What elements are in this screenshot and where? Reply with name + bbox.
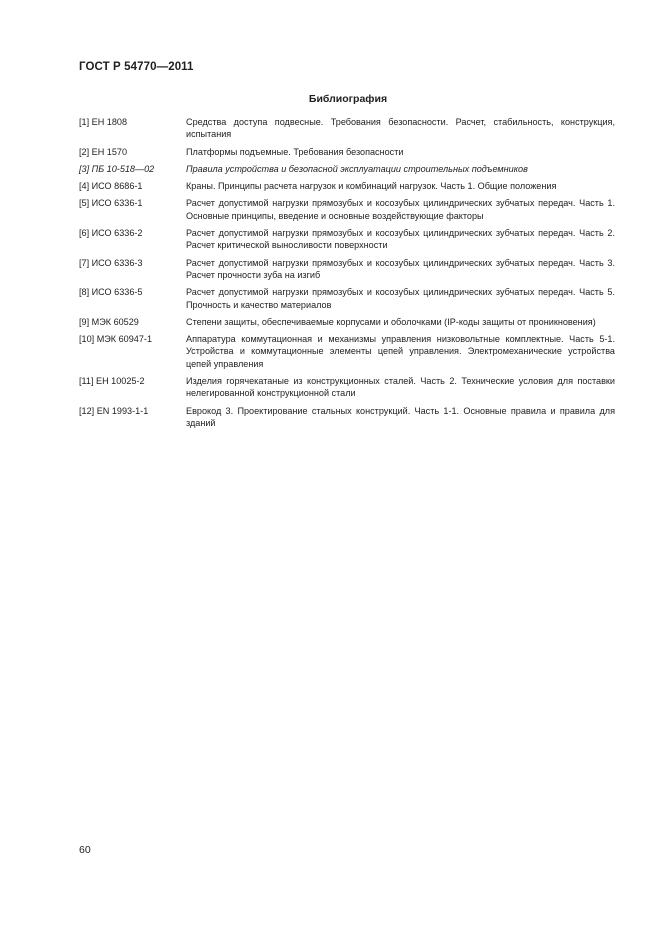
- bibliography-ref: [5] ИСО 6336-1: [79, 198, 143, 209]
- bibliography-entry: [79, 405, 615, 430]
- bibliography-ref: [3] ПБ 10-518—02: [79, 163, 155, 174]
- bibliography-ref: [10] МЭК 60947-1: [79, 334, 153, 345]
- bibliography-entry: [79, 197, 615, 222]
- bibliography-title: Еврокод 3. Проектирование стальных конструкций. Часть 1-1. Основные правила и правила для зданий: [186, 405, 615, 428]
- bibliography-title: Расчет допустимой нагрузки прямозубых и косозубых цилиндрических зубчатых передач. Часть 5. Прочность и качество материалов: [186, 287, 615, 310]
- bibliography-title: Расчет допустимой нагрузки прямозубых и косозубых цилиндрических зубчатых передач. Часть 3. Расчет прочности зуба на изгиб: [186, 257, 615, 280]
- bibliography-entry: [79, 316, 615, 328]
- bibliography-title: Расчет допустимой нагрузки прямозубых и косозубых цилиндрических зубчатых передач. Часть 2. Расчет критической выносливости поверхности: [186, 228, 615, 251]
- bibliography-title: Средства доступа подвесные. Требования безопасности. Расчет, стабильность, конструкция, испытания: [186, 117, 615, 140]
- bibliography-ref: [9] МЭК 60529: [79, 316, 139, 327]
- bibliography-entry: [79, 286, 615, 311]
- bibliography-ref: [8] ИСО 6336-5: [79, 287, 143, 298]
- bibliography-entry: [79, 227, 615, 252]
- document-code: ГОСТ Р 54770—2011: [79, 61, 194, 73]
- bibliography-entry: [79, 257, 615, 282]
- bibliography-title: Правила устройства и безопасной эксплуатации строительных подъемников: [186, 163, 528, 174]
- section-title: Библиография: [308, 93, 388, 105]
- bibliography-title: Степени защиты, обеспечиваемые корпусами и оболочками (IP-коды защиты от проникновения): [186, 316, 596, 327]
- bibliography-title: Расчет допустимой нагрузки прямозубых и косозубых цилиндрических зубчатых передач. Часть 1. Основные принципы, введение и основные воздействующие факторы: [186, 198, 615, 221]
- bibliography-entry: [79, 163, 615, 175]
- bibliography-ref: [6] ИСО 6336-2: [79, 228, 143, 239]
- bibliography-ref: [12] EN 1993-1-1: [79, 405, 149, 416]
- bibliography-title: Платформы подъемные. Требования безопасности: [186, 146, 404, 157]
- bibliography-ref: [1] ЕН 1808: [79, 117, 128, 127]
- bibliography-title: Изделия горячекатаные из конструкционных сталей. Часть 2. Технические условия для поставки нелегированной конструкционной стали: [186, 376, 615, 399]
- bibliography-entry: [79, 333, 615, 370]
- bibliography-list: [79, 116, 615, 434]
- bibliography-ref: [4] ИСО 8686-1: [79, 181, 143, 192]
- bibliography-ref: [2] ЕН 1570: [79, 146, 128, 157]
- bibliography-entry: [79, 146, 615, 158]
- bibliography-ref: [7] ИСО 6336-3: [79, 257, 143, 268]
- bibliography-ref: [11] ЕН 10025-2: [79, 376, 145, 387]
- bibliography-entry: [79, 375, 615, 400]
- page-number: 60: [79, 844, 91, 856]
- bibliography-entry: [79, 180, 615, 192]
- bibliography-title: Аппаратура коммутационная и механизмы управления низковольтные комплектные. Часть 5-1. Устройства и коммутационные элементы цепей управления. Электромеханические устройства цепей управления: [186, 334, 615, 369]
- bibliography-entry: [79, 116, 615, 141]
- bibliography-title: Краны. Принципы расчета нагрузок и комбинаций нагрузок. Часть 1. Общие положения: [186, 181, 557, 192]
